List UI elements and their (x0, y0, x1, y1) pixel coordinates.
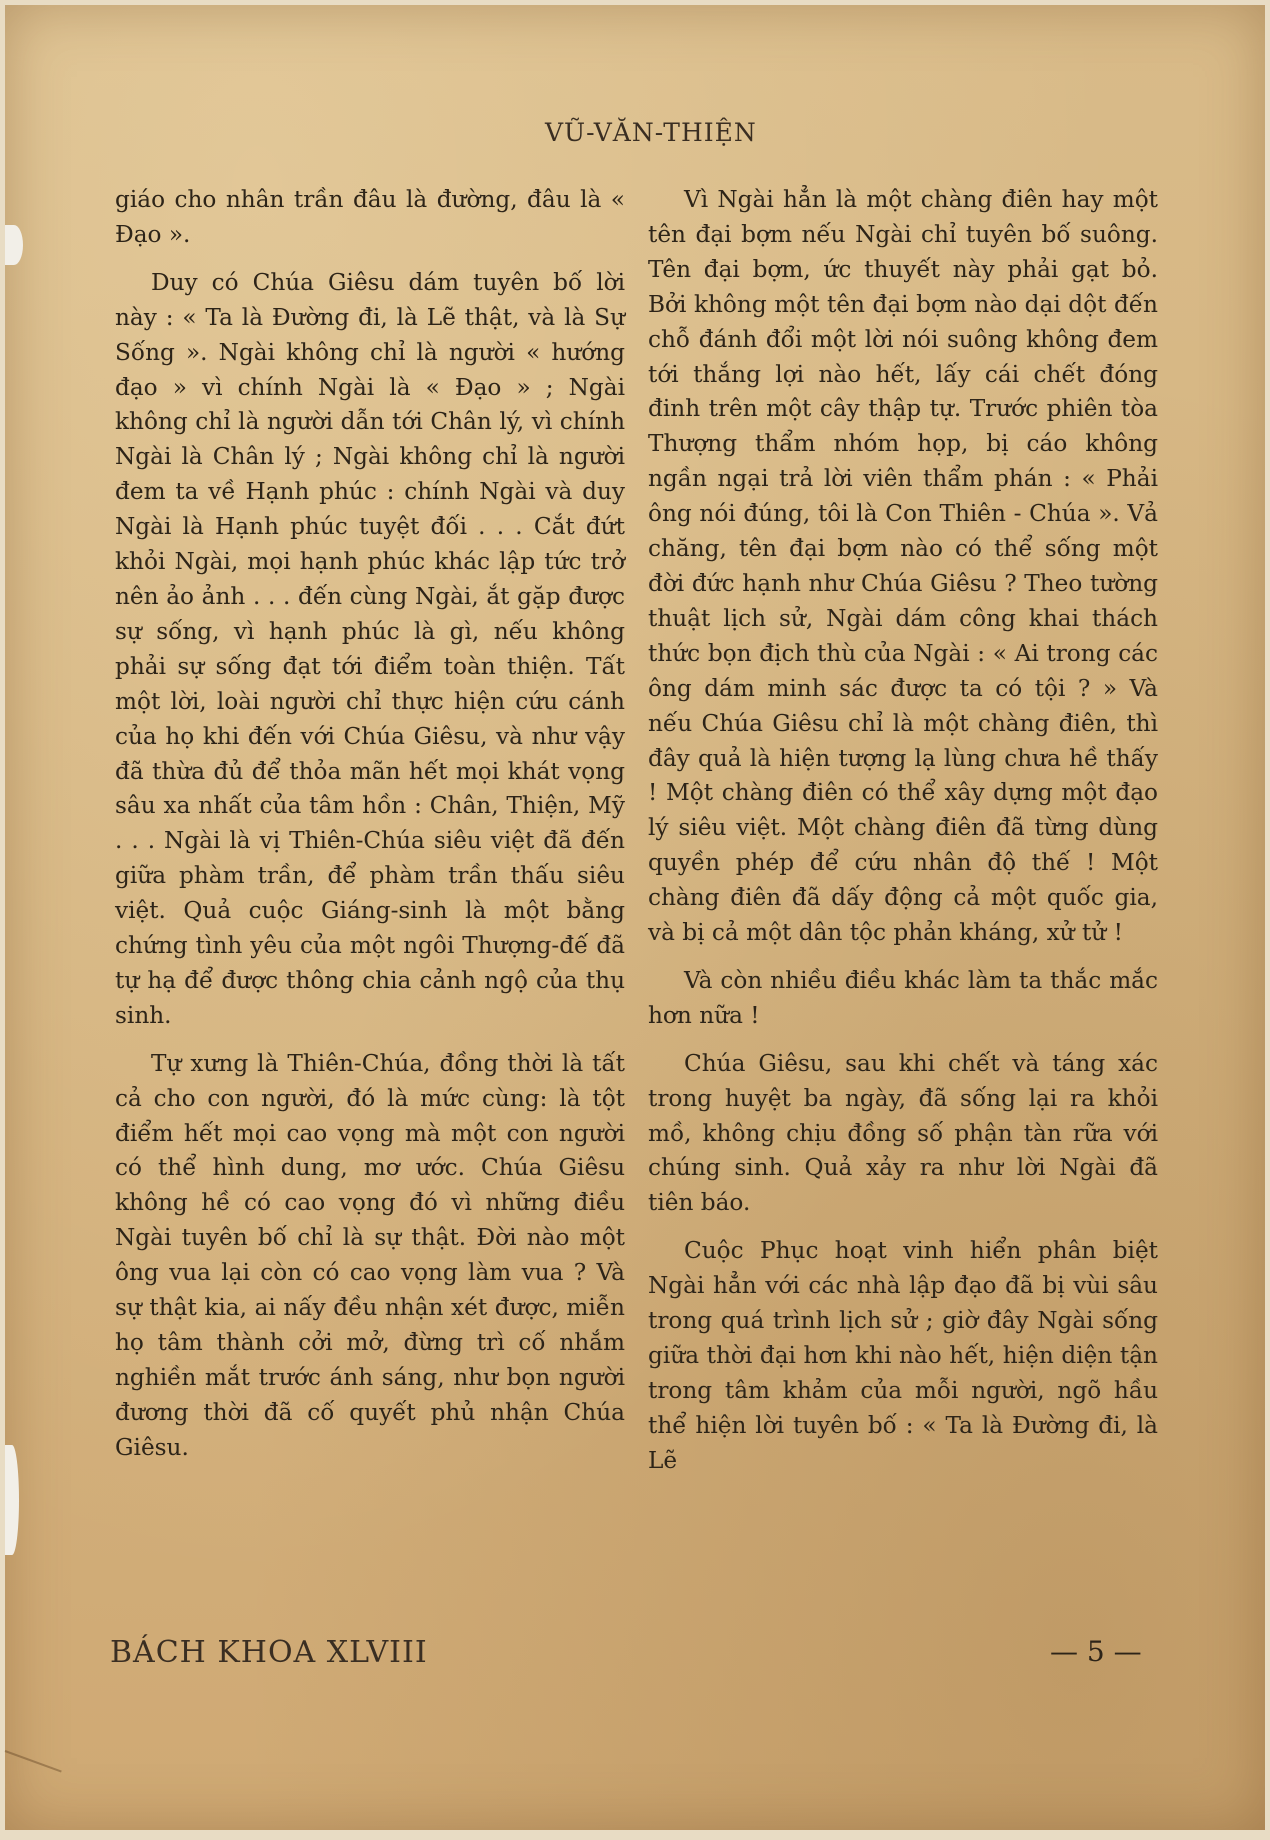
publication-name: BÁCH KHOA XLVIII (110, 1635, 428, 1670)
running-head: VŨ-VĂN-THIỆN (545, 118, 757, 147)
paragraph: Chúa Giêsu, sau khi chết và táng xác trong huyệt ba ngày, đã sống lại ra khỏi mồ, không chịu đồng số phận tàn rữa với chúng sinh. Quả xảy ra như lời Ngài đã tiên báo. (648, 1049, 1158, 1217)
magazine-page (5, 5, 1265, 1830)
page-crease (5, 1750, 62, 1772)
page-number: — 5 — (1050, 1635, 1142, 1668)
paragraph: Duy có Chúa Giêsu dám tuyên bố lời này : « Ta là Đường đi, là Lẽ thật, và là Sự Sống ». Ngài không chỉ là người « hướng đạo » vì chính Ngài là « Đạo » ; Ngài không chỉ là người dẫn tới Chân lý, vì chính Ngài là Chân lý ; Ngài không chỉ là người đem ta về Hạnh phúc : chính Ngài và duy Ngài là Hạnh phúc tuyệt đối . . . Cắt đứt khỏi Ngài, mọi hạnh phúc khác lập tức trở nên ảo ảnh . . . đến cùng Ngài, ắt gặp được sự sống, vì hạnh phúc là gì, nếu không phải sự sống đạt tới điểm toàn thiện. Tất một lời, loài người chỉ thực hiện cứu cánh của họ khi đến với Chúa Giêsu, và như vậy đã thừa đủ để thỏa mãn hết mọi khát vọng sâu xa nhất của tâm hồn : Chân, Thiện, Mỹ . . . Ngài là vị Thiên-Chúa siêu việt đã đến giữa phàm trần, để phàm trần thấu siêu việt. Quả cuộc Giáng-sinh là một bằng chứng tình yêu của một ngôi Thượng-đế đã tự hạ để được thông chia cảnh ngộ của thụ sinh. (115, 268, 625, 1029)
page-tear-mark (5, 1445, 19, 1555)
paragraph: Vì Ngài hẳn là một chàng điên hay một tên đại bợm nếu Ngài chỉ tuyên bố suông. Tên đại bợm, ức thuyết này phải gạt bỏ. Bởi không một tên đại bợm nào dại dột đến chỗ đánh đổi một lời nói suông không đem tới thắng lợi nào hết, lấy cái chết đóng đinh trên một cây thập tự. Trước phiên tòa Thượng thẩm nhóm họp, bị cáo không ngần ngại trả lời viên thẩm phán : « Phải ông nói đúng, tôi là Con Thiên - Chúa ». Vả chăng, tên đại bợm nào có thể sống một đời đức hạnh như Chúa Giêsu ? Theo tường thuật lịch sử, Ngài dám công khai thách thức bọn địch thù của Ngài : « Ai trong các ông dám minh sác được ta có tội ? » Và nếu Chúa Giêsu chỉ là một chàng điên, thì đây quả là hiện tượng lạ lùng chưa hề thấy ! Một chàng điên có thể xây dựng một đạo lý siêu việt. Một chàng điên đã từng dùng quyền phép để cứu nhân độ thế ! Một chàng điên đã dấy động cả một quốc gia, và bị cả một dân tộc phản kháng, xử tử ! (648, 186, 1158, 947)
paragraph: Cuộc Phục hoạt vinh hiển phân biệt Ngài hẳn với các nhà lập đạo đã bị vùi sâu trong quá trình lịch sử ; giờ đây Ngài sống giữa thời đại hơn khi nào hết, hiện diện tận trong tâm khảm của mỗi người, ngõ hầu thể hiện lời tuyên bố : « Ta là Đường đi, là Lẽ (648, 1237, 1158, 1474)
page-tear-mark (5, 225, 23, 265)
left-column (115, 183, 625, 1479)
right-column (648, 183, 1158, 1492)
paragraph: Và còn nhiều điều khác làm ta thắc mắc hơn nữa ! (648, 966, 1158, 1029)
paragraph: Tự xưng là Thiên-Chúa, đồng thời là tất cả cho con người, đó là mức cùng: là tột điểm hết mọi cao vọng mà một con người có thể hình dung, mơ ước. Chúa Giêsu không hề có cao vọng đó vì những điều Ngài tuyên bố chỉ là sự thật. Đời nào một ông vua lại còn có cao vọng làm vua ? Và sự thật kia, ai nấy đều nhận xét được, miễn họ tâm thành cởi mở, đừng trì cố nhắm nghiền mắt trước ánh sáng, như bọn người đương thời đã cố quyết phủ nhận Chúa Giêsu. (115, 1049, 625, 1461)
paragraph: giáo cho nhân trần đâu là đường, đâu là « Đạo ». (115, 186, 625, 248)
